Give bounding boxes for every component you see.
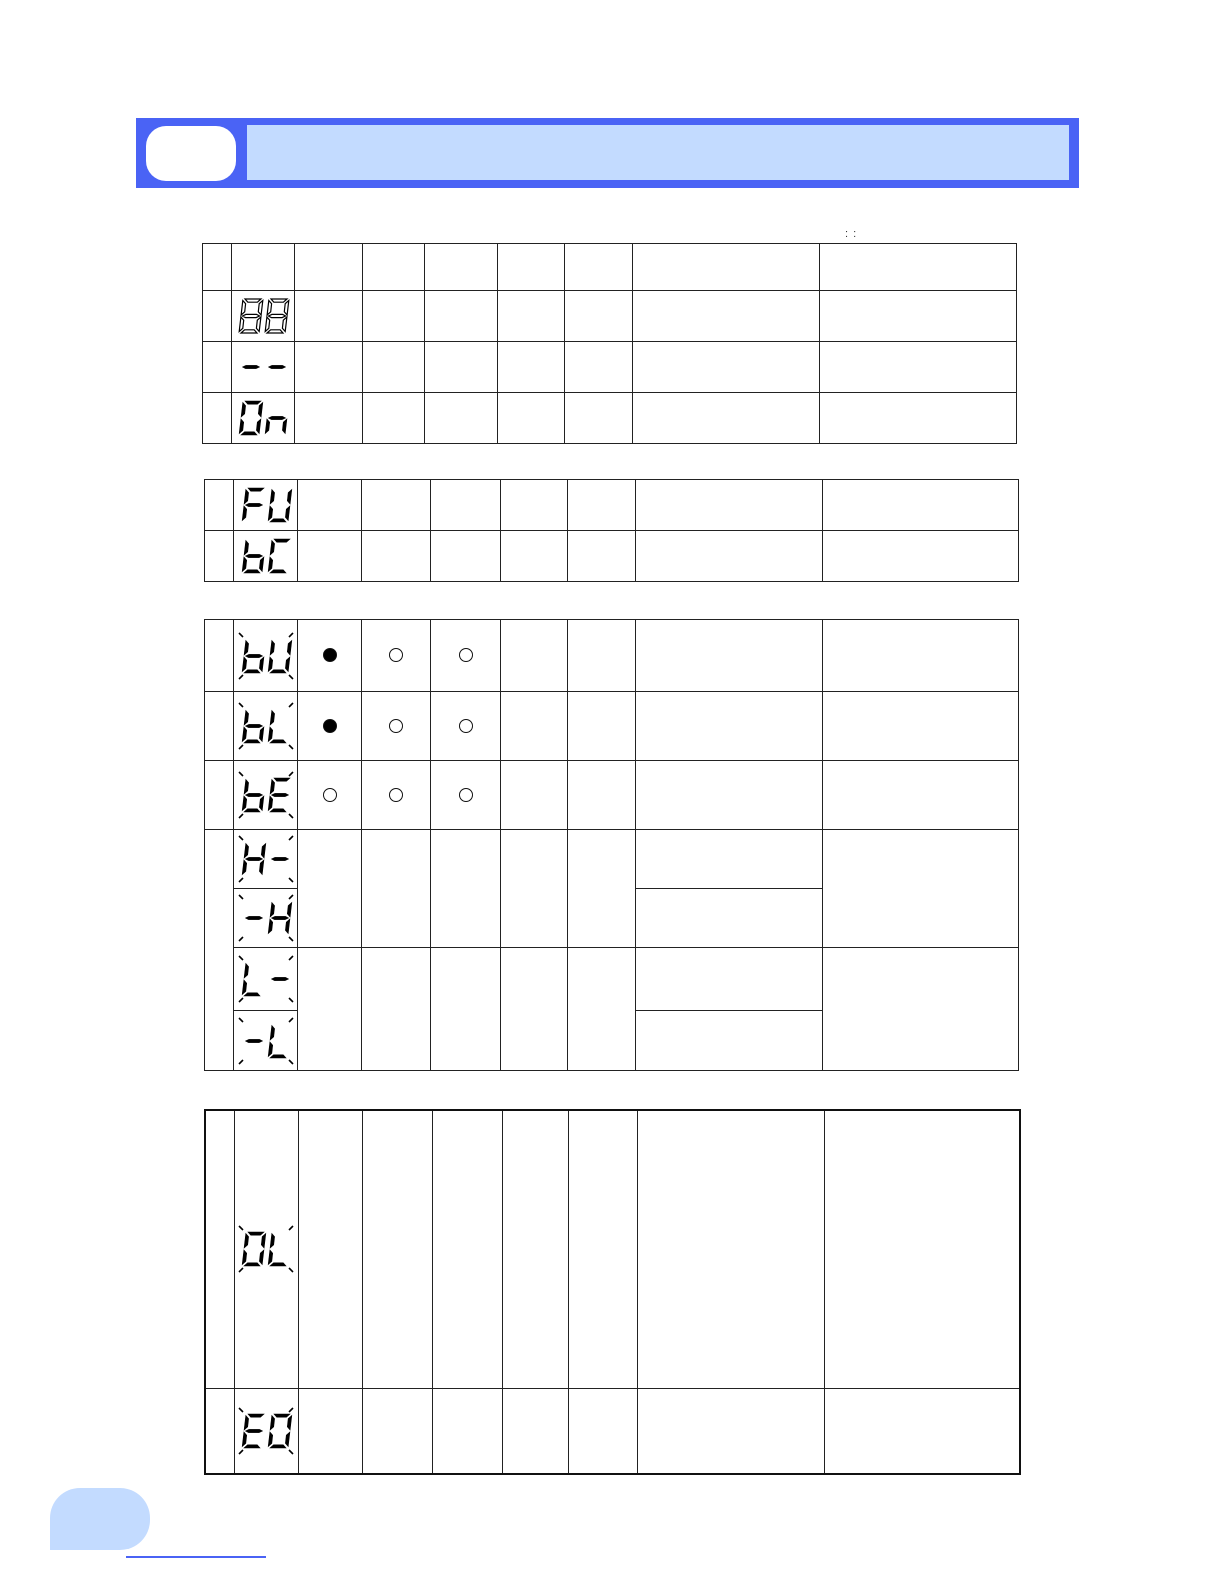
- lcd-segment: [270, 1054, 286, 1057]
- lcd-segment: [244, 640, 249, 655]
- lcd-segment: [244, 711, 249, 726]
- lcd-segment: [282, 419, 287, 434]
- lcd-segment: [259, 796, 264, 811]
- table-row: [205, 531, 1019, 582]
- lcd-segment: [270, 541, 275, 556]
- lcd-segment: [271, 299, 287, 302]
- lcd-code-88: [232, 291, 295, 342]
- blink-tick: [239, 878, 243, 882]
- lcd-segment: [285, 1432, 290, 1447]
- lcd-segment: [242, 506, 247, 521]
- lcd-segment: [285, 506, 290, 521]
- blink-tick: [289, 633, 293, 637]
- lcd-segment: [244, 570, 260, 573]
- lcd-digit-icon: [236, 631, 296, 681]
- lcd-digit-icon: [236, 701, 296, 751]
- lcd-segment: [285, 657, 290, 672]
- table-row: [205, 830, 1019, 889]
- lcd-segment: [261, 1234, 266, 1249]
- lcd-segment: [259, 860, 264, 875]
- footer-rule: [126, 1556, 266, 1558]
- lcd-segment: [245, 299, 261, 302]
- lcd-segment: [245, 793, 262, 796]
- lcd-digit-icon: [236, 531, 296, 581]
- lcd-segment: [242, 980, 247, 995]
- lcd-segment: [269, 314, 286, 317]
- blink-tick: [239, 675, 243, 679]
- blink-tick: [289, 745, 293, 749]
- lcd-segment: [268, 919, 273, 934]
- lcd-segment: [244, 964, 249, 979]
- battery-alarms-table: [204, 619, 1019, 1071]
- lcd-digit-icon: [236, 1016, 296, 1066]
- lcd-code-l-right: [234, 1011, 298, 1071]
- lcd-code-be: [234, 761, 298, 830]
- lcd-code-l-left: [234, 948, 298, 1011]
- lcd-segment: [268, 727, 273, 742]
- table-row: [205, 761, 1019, 830]
- blink-tick: [289, 1268, 293, 1272]
- lcd-segment: [241, 301, 246, 316]
- display-status-table: [202, 243, 1017, 444]
- lcd-segment: [245, 857, 262, 860]
- lcd-code-h-right: [234, 889, 298, 948]
- table-row: [203, 393, 1017, 444]
- lcd-segment: [267, 301, 272, 316]
- lcd-segment: [287, 490, 292, 505]
- indicator-empty-icon: [389, 788, 403, 802]
- blink-tick: [289, 878, 293, 882]
- table-row: [205, 1110, 1020, 1388]
- lcd-segment: [270, 740, 286, 743]
- lcd-segment: [245, 554, 262, 557]
- lcd-digit-icon: [236, 770, 296, 820]
- lcd-segment: [270, 809, 286, 812]
- lcd-code-eo: [234, 1388, 298, 1474]
- blink-tick: [289, 836, 293, 840]
- lcd-segment: [242, 727, 247, 742]
- lcd-segment: [285, 919, 290, 934]
- lcd-segment: [271, 916, 288, 919]
- blink-tick: [239, 703, 243, 707]
- lcd-segment: [270, 903, 275, 918]
- blink-tick: [239, 1018, 243, 1022]
- lcd-segment: [271, 857, 288, 860]
- lcd-segment: [242, 557, 247, 572]
- lcd-segment: [271, 977, 288, 980]
- lcd-segment: [270, 640, 275, 655]
- section-number-pill: [146, 126, 236, 181]
- lcd-code-dash: [232, 342, 295, 393]
- lcd-segment: [270, 490, 275, 505]
- blink-tick: [289, 703, 293, 707]
- indicator-empty-icon: [459, 719, 473, 733]
- lcd-digit-icon: [233, 393, 293, 443]
- lcd-segment: [270, 1445, 286, 1448]
- lcd-segment: [265, 419, 270, 434]
- lcd-segment: [244, 844, 249, 859]
- lcd-segment: [269, 416, 286, 419]
- lcd-segment: [270, 711, 275, 726]
- lcd-segment: [270, 780, 275, 795]
- table-row: [205, 480, 1019, 531]
- lcd-segment: [245, 1039, 262, 1042]
- lcd-segment: [256, 419, 261, 434]
- table-row: [205, 1388, 1020, 1474]
- blink-tick: [239, 633, 243, 637]
- lcd-segment: [244, 809, 260, 812]
- lcd-segment: [244, 490, 249, 505]
- lcd-segment: [245, 503, 262, 506]
- lcd-segment: [268, 506, 273, 521]
- section-title-bar: [247, 125, 1069, 180]
- blink-tick: [239, 1408, 243, 1412]
- lcd-segment: [267, 330, 283, 333]
- table-row: [205, 620, 1019, 692]
- lcd-segment: [242, 1250, 247, 1265]
- blink-tick: [289, 895, 293, 899]
- lcd-digit-icon: [236, 480, 296, 530]
- lcd-segment: [248, 488, 264, 491]
- lcd-digit-icon: [236, 1406, 296, 1456]
- lcd-segment: [245, 401, 261, 404]
- lcd-segment: [242, 657, 247, 672]
- lcd-segment: [265, 317, 270, 332]
- lcd-code-h-left: [234, 830, 298, 889]
- lcd-segment: [259, 657, 264, 672]
- indicator-empty-icon: [389, 719, 403, 733]
- lcd-segment: [245, 724, 262, 727]
- lcd-digit-icon: [236, 893, 296, 943]
- lcd-segment: [270, 1234, 275, 1249]
- blink-tick: [239, 772, 243, 776]
- note-marks: : :: [845, 228, 858, 240]
- lcd-segment: [244, 1415, 249, 1430]
- lcd-code-bc: [234, 531, 298, 582]
- blink-tick: [239, 745, 243, 749]
- lcd-segment: [246, 1429, 263, 1432]
- lcd-segment: [274, 1414, 290, 1417]
- blink-tick: [239, 937, 243, 941]
- lcd-segment: [284, 301, 289, 316]
- blink-tick: [239, 1226, 243, 1230]
- lcd-segment: [248, 1414, 264, 1417]
- blink-tick: [289, 998, 293, 1002]
- fault-codes-table: [204, 1109, 1021, 1475]
- lcd-segment: [258, 403, 263, 418]
- lcd-segment: [274, 778, 290, 781]
- blink-tick: [239, 998, 243, 1002]
- lcd-segment: [268, 557, 273, 572]
- blink-tick: [289, 814, 293, 818]
- lcd-code-fu: [234, 480, 298, 531]
- lcd-segment: [270, 1415, 275, 1430]
- blink-tick: [289, 772, 293, 776]
- lcd-segment: [241, 330, 257, 333]
- page-number-tab: [50, 1488, 150, 1550]
- lcd-digit-icon: [236, 1224, 296, 1274]
- blink-tick: [239, 895, 243, 899]
- lcd-segment: [270, 1025, 275, 1040]
- lcd-segment: [259, 1250, 264, 1265]
- lcd-segment: [242, 1432, 247, 1447]
- lcd-digit-icon: [233, 342, 293, 392]
- blink-tick: [239, 836, 243, 840]
- lcd-segment: [244, 993, 260, 996]
- lcd-code-on: [232, 393, 295, 444]
- table-row: [205, 692, 1019, 761]
- lcd-segment: [268, 1042, 273, 1057]
- table-row: [205, 948, 1019, 1011]
- lcd-segment: [241, 432, 257, 435]
- lcd-segment: [258, 301, 263, 316]
- lcd-segment: [270, 570, 286, 573]
- lcd-segment: [245, 916, 262, 919]
- lcd-segment: [244, 1445, 260, 1448]
- lcd-segment: [245, 654, 262, 657]
- lcd-segment: [268, 657, 273, 672]
- indicator-empty-icon: [323, 788, 337, 802]
- blink-tick: [289, 1450, 293, 1454]
- lcd-segment: [242, 860, 247, 875]
- lcd-segment: [287, 640, 292, 655]
- lcd-segment: [256, 317, 261, 332]
- lcd-segment: [269, 365, 286, 368]
- lcd-segment: [261, 844, 266, 859]
- indicator-empty-icon: [459, 648, 473, 662]
- lcd-code-bu: [234, 620, 298, 692]
- lcd-digit-icon: [236, 834, 296, 884]
- blink-tick: [289, 956, 293, 960]
- function-status-table: [204, 479, 1019, 582]
- lcd-segment: [287, 1415, 292, 1430]
- indicator-filled-icon: [323, 648, 337, 662]
- lcd-segment: [244, 780, 249, 795]
- lcd-segment: [242, 796, 247, 811]
- lcd-segment: [268, 1432, 273, 1447]
- indicator-empty-icon: [459, 788, 473, 802]
- blink-tick: [289, 1408, 293, 1412]
- lcd-segment: [274, 539, 290, 542]
- lcd-segment: [239, 317, 244, 332]
- lcd-segment: [244, 1263, 260, 1266]
- lcd-digit-icon: [236, 954, 296, 1004]
- lcd-segment: [268, 1250, 273, 1265]
- lcd-segment: [244, 1234, 249, 1249]
- blink-tick: [239, 1268, 243, 1272]
- blink-tick: [289, 1226, 293, 1230]
- blink-tick: [239, 956, 243, 960]
- lcd-segment: [282, 317, 287, 332]
- blink-tick: [239, 1450, 243, 1454]
- lcd-code-ol: [234, 1110, 298, 1388]
- lcd-segment: [243, 365, 260, 368]
- blink-tick: [289, 1060, 293, 1064]
- lcd-segment: [244, 740, 260, 743]
- lcd-code-bl: [234, 692, 298, 761]
- blink-tick: [289, 937, 293, 941]
- lcd-segment: [270, 669, 286, 672]
- lcd-segment: [244, 669, 260, 672]
- lcd-segment: [241, 403, 246, 418]
- lcd-segment: [287, 903, 292, 918]
- lcd-segment: [243, 314, 260, 317]
- lcd-segment: [244, 541, 249, 556]
- lcd-segment: [239, 419, 244, 434]
- indicator-empty-icon: [389, 648, 403, 662]
- lcd-segment: [259, 727, 264, 742]
- lcd-digit-icon: [233, 291, 293, 341]
- blink-tick: [289, 675, 293, 679]
- lcd-segment: [268, 796, 273, 811]
- lcd-segment: [270, 519, 286, 522]
- table-row: [203, 291, 1017, 342]
- blink-tick: [239, 814, 243, 818]
- indicator-filled-icon: [323, 719, 337, 733]
- lcd-segment: [248, 1232, 264, 1235]
- blink-tick: [239, 1060, 243, 1064]
- blink-tick: [289, 1018, 293, 1022]
- lcd-segment: [270, 1263, 286, 1266]
- table-row: [203, 342, 1017, 393]
- lcd-segment: [259, 557, 264, 572]
- lcd-segment: [271, 793, 288, 796]
- table-header-row: [203, 244, 1017, 291]
